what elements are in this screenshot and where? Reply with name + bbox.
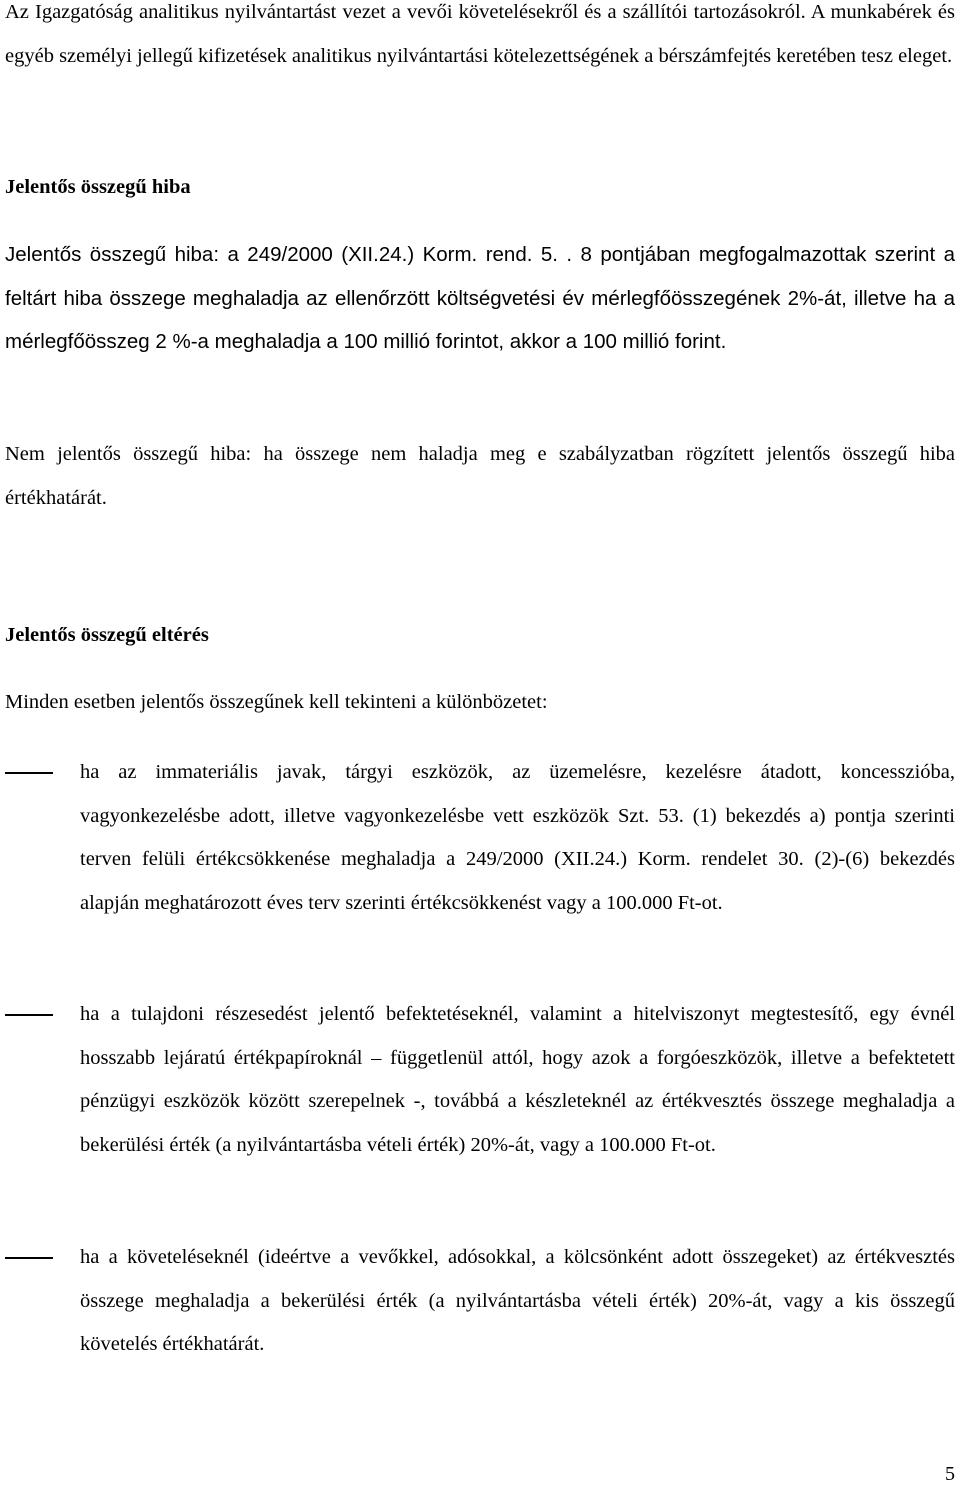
heading-significant-error: Jelentős összegű hiba xyxy=(5,176,191,198)
list-item-text: ha a követeléseknél (ideértve a vevőkkel, adósokkal, a kölcsönként adott összegeket) az értékvesztés összege meghaladja a bekerülési érték (a nyilvántartásba vételi érték) 20%-át, vagy a kis összegű követelés értékhatárát. xyxy=(80,1246,955,1355)
page-number: 5 xyxy=(945,1463,955,1485)
difference-intro-paragraph: Minden esetben jelentős összegűnek kell tekinteni a különbözetet: xyxy=(5,691,548,713)
intro-paragraph: Az Igazgatóság analitikus nyilvántartást vezet a vevői követelésekről és a szállítói tartozásokról. A munkabérek és egyéb személyi jellegű kifizetések analitikus nyilvántartási kötelezettségének a bérszámfejtés keretében tesz eleget. xyxy=(5,1,955,67)
dash-bullet-icon xyxy=(5,751,53,795)
dash-bullet-icon xyxy=(5,993,53,1037)
non-significant-error-paragraph: Nem jelentős összegű hiba: ha összege nem haladja meg e szabályzatban rögzített jelentős összegű hiba értékhatárát. xyxy=(5,443,955,509)
list-item-text: ha a tulajdoni részesedést jelentő befektetéseknél, valamint a hitelviszonyt megtestesítő, egy évnél hosszabb lejáratú értékpapíroknál – függetlenül attól, hogy azok a forgóeszközök, illetve a befektetett pénzügyi eszközök között szerepelnek -, továbbá a készleteknél az értékvesztés összege meghaladja a bekerülési érték (a nyilvántartásba vételi érték) 20%-át, vagy a 100.000 Ft-ot. xyxy=(80,1003,955,1156)
dash-bullet-icon xyxy=(5,1236,53,1280)
heading-significant-difference: Jelentős összegű eltérés xyxy=(5,624,209,646)
significant-error-definition: Jelentős összegű hiba: a 249/2000 (XII.24.) Korm. rend. 5. . 8 pontjában megfogalmazottak szerint a feltárt hiba összege meghaladja az ellenőrzött költségvetési év mérlegfőösszegének 2%-át, illetve ha a mérlegfőösszeg 2 %-a meghaladja a 100 millió forintot, akkor a 100 millió forint. xyxy=(5,243,955,353)
list-item-text: ha az immateriális javak, tárgyi eszközök, az üzemelésre, kezelésre átadott, koncesszióba, vagyonkezelésbe adott, illetve vagyonkezelésbe vett eszközök Szt. 53. (1) bekezdés a) pontja szerinti terven felüli értékcsökkenése meghaladja a 249/2000 (XII.24.) Korm. rendelet 30. (2)-(6) bekezdés alapján meghatározott éves terv szerinti értékcsökkenést vagy a 100.000 Ft-ot. xyxy=(80,761,955,914)
